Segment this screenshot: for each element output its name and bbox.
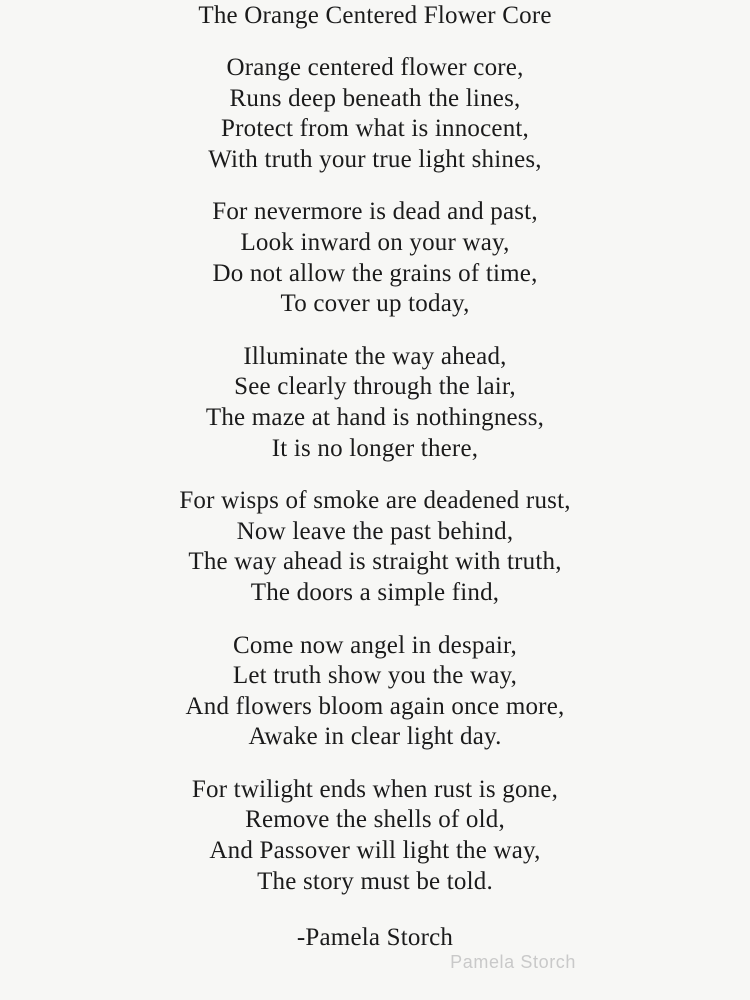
poem-stanza-1 (0, 53, 750, 175)
poem-line: With truth your true light shines, (208, 145, 542, 173)
poem-line: The maze at hand is nothingness, (205, 403, 545, 431)
poem-line: And flowers bloom again once more, (185, 692, 565, 720)
poem-line: The way ahead is straight with truth, (188, 548, 562, 576)
poem-line: Look inward on your way, (240, 228, 510, 256)
poem-stanza-3 (0, 342, 750, 464)
poem-line: Now leave the past behind, (236, 517, 514, 545)
poem-line: Remove the shells of old, (245, 806, 505, 834)
poem-stanza-6 (0, 775, 750, 897)
poem-line: The story must be told. (257, 867, 493, 895)
poem-line: For wisps of smoke are deadened rust, (179, 487, 571, 515)
poem-line: It is no longer there, (271, 434, 479, 462)
poem-stanza-2 (0, 197, 750, 319)
poem-line: Come now angel in despair, (233, 631, 517, 659)
poem-line: Runs deep beneath the lines, (229, 84, 521, 112)
poem-stanza-5 (0, 631, 750, 753)
poem-line: Illuminate the way ahead, (243, 342, 507, 370)
poem-line: Do not allow the grains of time, (212, 259, 538, 287)
poem-line: For twilight ends when rust is gone, (191, 775, 559, 803)
author-signature: -Pamela Storch (296, 924, 454, 952)
poem-line: Let truth show you the way, (232, 662, 518, 690)
poem-line: The doors a simple find, (250, 578, 500, 606)
poem-stanza-4 (0, 486, 750, 608)
poem-line: To cover up today, (280, 290, 470, 318)
poem-line: See clearly through the lair, (234, 373, 516, 401)
poem-line: Protect from what is innocent, (220, 115, 529, 143)
poem-line: Orange centered flower core, (226, 54, 524, 81)
page-title: The Orange Centered Flower Core (198, 2, 552, 29)
poem-line: And Passover will light the way, (209, 837, 541, 865)
poem-line: For nevermore is dead and past, (212, 198, 538, 226)
watermark-text: Pamela Storch (450, 952, 576, 972)
poem-line: Awake in clear light day. (248, 723, 502, 751)
